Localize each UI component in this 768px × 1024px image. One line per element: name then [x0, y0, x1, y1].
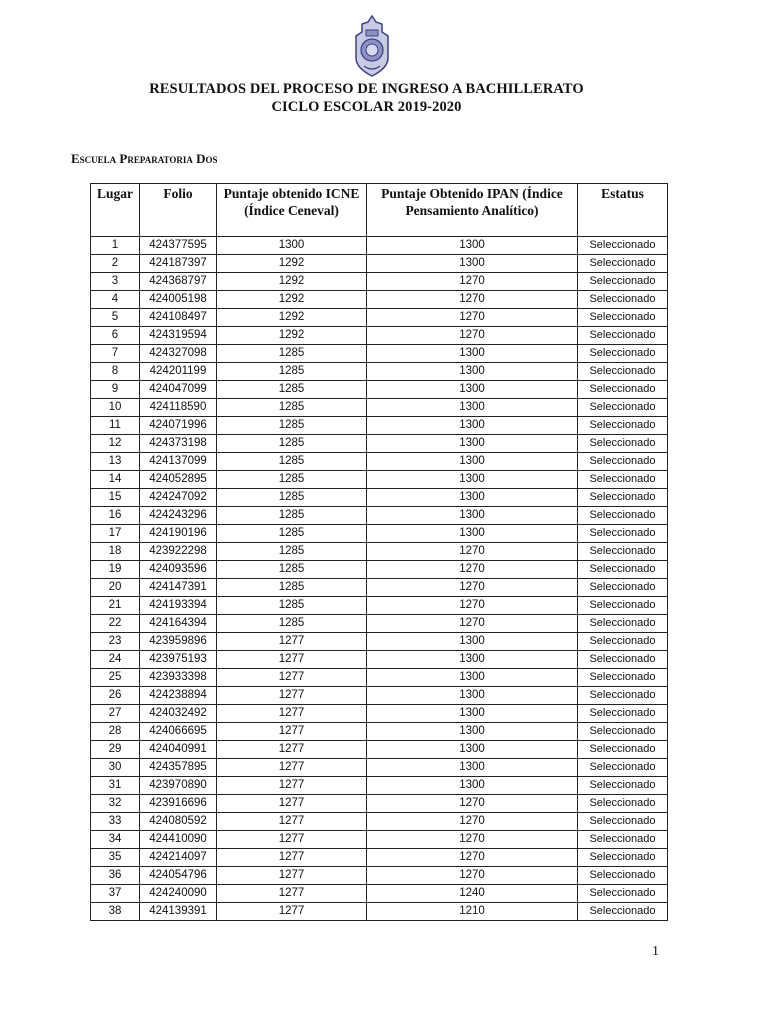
cell-lugar: 36 — [91, 867, 140, 885]
cell-lugar: 17 — [91, 525, 140, 543]
cell-ipan: 1270 — [367, 327, 578, 345]
cell-folio: 424357895 — [140, 759, 217, 777]
table-row — [91, 741, 668, 759]
cell-estatus: Seleccionado — [578, 741, 668, 759]
table-row — [91, 291, 668, 309]
cell-estatus: Seleccionado — [578, 615, 668, 633]
cell-folio: 423922298 — [140, 543, 217, 561]
cell-estatus: Seleccionado — [578, 255, 668, 273]
cell-folio: 424164394 — [140, 615, 217, 633]
cell-ipan: 1300 — [367, 489, 578, 507]
cell-folio: 424373198 — [140, 435, 217, 453]
cell-ipan: 1300 — [367, 345, 578, 363]
cell-lugar: 15 — [91, 489, 140, 507]
cell-lugar: 8 — [91, 363, 140, 381]
cell-ipan: 1270 — [367, 273, 578, 291]
cell-ipan: 1300 — [367, 453, 578, 471]
cell-lugar: 10 — [91, 399, 140, 417]
university-seal-icon — [352, 14, 392, 78]
cell-icne: 1277 — [217, 867, 367, 885]
cell-estatus: Seleccionado — [578, 363, 668, 381]
cell-icne: 1277 — [217, 903, 367, 921]
cell-ipan: 1270 — [367, 831, 578, 849]
table-row — [91, 309, 668, 327]
cell-lugar: 25 — [91, 669, 140, 687]
cell-lugar: 2 — [91, 255, 140, 273]
column-header-icne: Puntaje obtenido ICNE (Índice Ceneval) — [217, 184, 367, 237]
cell-ipan: 1300 — [367, 525, 578, 543]
cell-lugar: 7 — [91, 345, 140, 363]
table-row — [91, 867, 668, 885]
cell-lugar: 23 — [91, 633, 140, 651]
cell-icne: 1285 — [217, 363, 367, 381]
cell-folio: 424190196 — [140, 525, 217, 543]
cell-estatus: Seleccionado — [578, 903, 668, 921]
cell-folio: 424054796 — [140, 867, 217, 885]
cell-icne: 1285 — [217, 417, 367, 435]
cell-ipan: 1300 — [367, 435, 578, 453]
table-row — [91, 417, 668, 435]
cell-estatus: Seleccionado — [578, 489, 668, 507]
cell-folio: 424052895 — [140, 471, 217, 489]
cell-icne: 1277 — [217, 723, 367, 741]
cell-ipan: 1300 — [367, 237, 578, 255]
table-row — [91, 885, 668, 903]
cell-ipan: 1210 — [367, 903, 578, 921]
cell-lugar: 35 — [91, 849, 140, 867]
cell-estatus: Seleccionado — [578, 399, 668, 417]
cell-estatus: Seleccionado — [578, 597, 668, 615]
cell-icne: 1277 — [217, 849, 367, 867]
cell-lugar: 19 — [91, 561, 140, 579]
cell-folio: 424147391 — [140, 579, 217, 597]
cell-folio: 424327098 — [140, 345, 217, 363]
cell-estatus: Seleccionado — [578, 525, 668, 543]
cell-folio: 424368797 — [140, 273, 217, 291]
cell-lugar: 28 — [91, 723, 140, 741]
cell-ipan: 1300 — [367, 633, 578, 651]
table-row — [91, 759, 668, 777]
cell-icne: 1292 — [217, 309, 367, 327]
cell-lugar: 24 — [91, 651, 140, 669]
cell-estatus: Seleccionado — [578, 669, 668, 687]
table-row — [91, 723, 668, 741]
cell-ipan: 1270 — [367, 561, 578, 579]
cell-icne: 1277 — [217, 813, 367, 831]
cell-icne: 1292 — [217, 327, 367, 345]
cell-folio: 424040991 — [140, 741, 217, 759]
cell-icne: 1277 — [217, 795, 367, 813]
cell-lugar: 38 — [91, 903, 140, 921]
table-row — [91, 525, 668, 543]
table-row — [91, 381, 668, 399]
cell-folio: 424243296 — [140, 507, 217, 525]
cell-folio: 424319594 — [140, 327, 217, 345]
cell-ipan: 1300 — [367, 723, 578, 741]
cell-ipan: 1240 — [367, 885, 578, 903]
cell-icne: 1285 — [217, 507, 367, 525]
column-header-ipan: Puntaje Obtenido IPAN (Índice Pensamiento Analítico) — [367, 184, 578, 237]
cell-folio: 424093596 — [140, 561, 217, 579]
table-row — [91, 903, 668, 921]
cell-lugar: 9 — [91, 381, 140, 399]
cell-lugar: 32 — [91, 795, 140, 813]
cell-ipan: 1270 — [367, 795, 578, 813]
cell-lugar: 14 — [91, 471, 140, 489]
cell-folio: 424193394 — [140, 597, 217, 615]
cell-icne: 1285 — [217, 489, 367, 507]
cell-folio: 424118590 — [140, 399, 217, 417]
cell-ipan: 1270 — [367, 813, 578, 831]
cell-folio: 423933398 — [140, 669, 217, 687]
cell-estatus: Seleccionado — [578, 885, 668, 903]
cell-ipan: 1300 — [367, 741, 578, 759]
cell-icne: 1277 — [217, 633, 367, 651]
cell-lugar: 31 — [91, 777, 140, 795]
cell-icne: 1285 — [217, 543, 367, 561]
table-row — [91, 813, 668, 831]
cell-estatus: Seleccionado — [578, 309, 668, 327]
cell-estatus: Seleccionado — [578, 651, 668, 669]
cell-lugar: 34 — [91, 831, 140, 849]
cell-ipan: 1300 — [367, 651, 578, 669]
cell-ipan: 1270 — [367, 597, 578, 615]
cell-estatus: Seleccionado — [578, 867, 668, 885]
cell-icne: 1277 — [217, 885, 367, 903]
table-row — [91, 651, 668, 669]
table-row — [91, 453, 668, 471]
cell-lugar: 26 — [91, 687, 140, 705]
cell-folio: 423970890 — [140, 777, 217, 795]
cell-lugar: 21 — [91, 597, 140, 615]
cell-estatus: Seleccionado — [578, 831, 668, 849]
table-header-row — [91, 184, 668, 237]
cell-icne: 1277 — [217, 741, 367, 759]
table-row — [91, 561, 668, 579]
cell-ipan: 1300 — [367, 471, 578, 489]
cell-lugar: 4 — [91, 291, 140, 309]
cell-icne: 1277 — [217, 669, 367, 687]
cell-folio: 424247092 — [140, 489, 217, 507]
cell-estatus: Seleccionado — [578, 507, 668, 525]
cell-lugar: 37 — [91, 885, 140, 903]
cell-folio: 424139391 — [140, 903, 217, 921]
table-row — [91, 795, 668, 813]
cell-icne: 1277 — [217, 651, 367, 669]
cell-lugar: 33 — [91, 813, 140, 831]
cell-estatus: Seleccionado — [578, 471, 668, 489]
cell-lugar: 30 — [91, 759, 140, 777]
table-row — [91, 633, 668, 651]
cell-folio: 424005198 — [140, 291, 217, 309]
table-row — [91, 507, 668, 525]
cell-icne: 1292 — [217, 255, 367, 273]
table-row — [91, 831, 668, 849]
cell-lugar: 16 — [91, 507, 140, 525]
cell-icne: 1300 — [217, 237, 367, 255]
cell-ipan: 1300 — [367, 255, 578, 273]
cell-icne: 1285 — [217, 453, 367, 471]
cell-icne: 1285 — [217, 597, 367, 615]
cell-icne: 1292 — [217, 273, 367, 291]
column-header-estatus: Estatus — [578, 184, 668, 237]
cell-lugar: 11 — [91, 417, 140, 435]
cell-icne: 1285 — [217, 381, 367, 399]
cell-icne: 1285 — [217, 345, 367, 363]
table-row — [91, 705, 668, 723]
cell-folio: 424187397 — [140, 255, 217, 273]
cell-estatus: Seleccionado — [578, 453, 668, 471]
cell-ipan: 1270 — [367, 579, 578, 597]
cell-estatus: Seleccionado — [578, 759, 668, 777]
table-row — [91, 237, 668, 255]
cell-estatus: Seleccionado — [578, 273, 668, 291]
cell-folio: 424214097 — [140, 849, 217, 867]
cell-folio: 424108497 — [140, 309, 217, 327]
cell-ipan: 1300 — [367, 417, 578, 435]
column-header-folio: Folio — [140, 184, 217, 237]
table-row — [91, 327, 668, 345]
cell-ipan: 1270 — [367, 291, 578, 309]
cell-icne: 1285 — [217, 525, 367, 543]
cell-lugar: 5 — [91, 309, 140, 327]
table-row — [91, 399, 668, 417]
cell-ipan: 1300 — [367, 507, 578, 525]
page-number: 1 — [652, 944, 659, 959]
cell-folio: 424238894 — [140, 687, 217, 705]
table-row — [91, 777, 668, 795]
results-table — [90, 183, 668, 921]
cell-lugar: 22 — [91, 615, 140, 633]
cell-estatus: Seleccionado — [578, 813, 668, 831]
cell-ipan: 1300 — [367, 381, 578, 399]
cell-icne: 1277 — [217, 705, 367, 723]
cell-estatus: Seleccionado — [578, 795, 668, 813]
cell-ipan: 1300 — [367, 777, 578, 795]
cell-estatus: Seleccionado — [578, 705, 668, 723]
cell-estatus: Seleccionado — [578, 327, 668, 345]
cell-ipan: 1270 — [367, 867, 578, 885]
cell-estatus: Seleccionado — [578, 561, 668, 579]
cell-icne: 1277 — [217, 687, 367, 705]
cell-icne: 1285 — [217, 399, 367, 417]
cell-estatus: Seleccionado — [578, 633, 668, 651]
table-row — [91, 255, 668, 273]
table-row — [91, 471, 668, 489]
cell-estatus: Seleccionado — [578, 687, 668, 705]
cell-folio: 424201199 — [140, 363, 217, 381]
column-header-lugar: Lugar — [91, 184, 140, 237]
table-row — [91, 435, 668, 453]
cell-lugar: 27 — [91, 705, 140, 723]
cell-estatus: Seleccionado — [578, 291, 668, 309]
table-row — [91, 687, 668, 705]
cell-estatus: Seleccionado — [578, 417, 668, 435]
cell-folio: 424240090 — [140, 885, 217, 903]
cell-lugar: 6 — [91, 327, 140, 345]
table-row — [91, 489, 668, 507]
cell-folio: 424047099 — [140, 381, 217, 399]
cell-icne: 1285 — [217, 579, 367, 597]
cell-ipan: 1300 — [367, 363, 578, 381]
table-row — [91, 849, 668, 867]
school-name: Escuela Preparatoria Dos — [71, 151, 218, 166]
cell-lugar: 29 — [91, 741, 140, 759]
cell-icne: 1285 — [217, 615, 367, 633]
cell-estatus: Seleccionado — [578, 543, 668, 561]
cell-icne: 1277 — [217, 777, 367, 795]
cell-estatus: Seleccionado — [578, 381, 668, 399]
cell-lugar: 18 — [91, 543, 140, 561]
page-title: RESULTADOS DEL PROCESO DE INGRESO A BACHILLERATO — [149, 81, 584, 97]
cell-estatus: Seleccionado — [578, 723, 668, 741]
cell-lugar: 20 — [91, 579, 140, 597]
cell-lugar: 12 — [91, 435, 140, 453]
cell-ipan: 1300 — [367, 687, 578, 705]
cell-icne: 1285 — [217, 561, 367, 579]
cell-estatus: Seleccionado — [578, 777, 668, 795]
cell-ipan: 1270 — [367, 309, 578, 327]
cell-lugar: 13 — [91, 453, 140, 471]
cell-icne: 1292 — [217, 291, 367, 309]
cell-ipan: 1270 — [367, 543, 578, 561]
cell-estatus: Seleccionado — [578, 345, 668, 363]
table-row — [91, 597, 668, 615]
cell-folio: 424032492 — [140, 705, 217, 723]
cell-ipan: 1300 — [367, 669, 578, 687]
cell-ipan: 1270 — [367, 849, 578, 867]
cell-ipan: 1300 — [367, 705, 578, 723]
cell-ipan: 1300 — [367, 399, 578, 417]
table-row — [91, 579, 668, 597]
cell-folio: 424137099 — [140, 453, 217, 471]
cell-folio: 423916696 — [140, 795, 217, 813]
cell-folio: 423975193 — [140, 651, 217, 669]
cell-folio: 424071996 — [140, 417, 217, 435]
cell-folio: 424080592 — [140, 813, 217, 831]
table-row — [91, 363, 668, 381]
cell-estatus: Seleccionado — [578, 579, 668, 597]
cell-icne: 1277 — [217, 831, 367, 849]
cell-icne: 1277 — [217, 759, 367, 777]
table-row — [91, 669, 668, 687]
cell-ipan: 1300 — [367, 759, 578, 777]
table-row — [91, 543, 668, 561]
cell-estatus: Seleccionado — [578, 237, 668, 255]
cell-estatus: Seleccionado — [578, 849, 668, 867]
page-subtitle: CICLO ESCOLAR 2019-2020 — [271, 99, 462, 115]
cell-folio: 424066695 — [140, 723, 217, 741]
cell-lugar: 3 — [91, 273, 140, 291]
cell-icne: 1285 — [217, 471, 367, 489]
cell-estatus: Seleccionado — [578, 435, 668, 453]
cell-lugar: 1 — [91, 237, 140, 255]
cell-folio: 424410090 — [140, 831, 217, 849]
cell-ipan: 1270 — [367, 615, 578, 633]
cell-icne: 1285 — [217, 435, 367, 453]
table-row — [91, 273, 668, 291]
cell-folio: 424377595 — [140, 237, 217, 255]
table-row — [91, 345, 668, 363]
table-row — [91, 615, 668, 633]
cell-folio: 423959896 — [140, 633, 217, 651]
